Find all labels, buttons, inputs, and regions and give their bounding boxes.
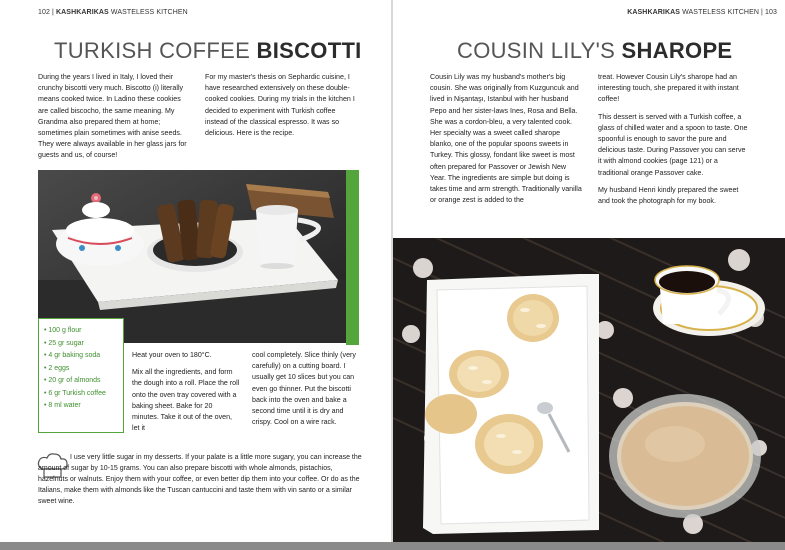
section-title: WASTELESS KITCHEN (682, 9, 759, 16)
story-paragraph: This dessert is served with a Turkish coffee, a glass of chilled water and a spoon to taste. One spoonful is enough to savor the pure and delicious taste. During Passover you can serve it with almond cookies (page 121) or a traditional orange Passover cake. (598, 112, 748, 177)
method-paragraph: cool completely. Slice thinly (very carefully) on a cutting board. I usually get 10 slices but you can even go thinner. Put the biscotti back into the oven and bake a second time until it is dry and crispy. Cool on a wire rack. (252, 351, 356, 427)
method-paragraph: Heat your oven to 180°C. (132, 351, 212, 359)
ingredient-item: • 20 gr of almonds (44, 377, 101, 384)
method-column-2 (252, 350, 360, 434)
ingredient-item: • 100 g flour (44, 327, 82, 334)
left-page-header (38, 9, 188, 16)
ingredient-item: • 2 eggs (44, 364, 70, 372)
story-column-1 (430, 72, 582, 212)
title-light: TURKISH COFFEE (54, 38, 251, 63)
method-column-1 (132, 350, 240, 440)
method-paragraph: Mix all the ingredients, and form the dough into a roll. Place the roll onto the oven tray covered with a baking sheet. Bake for 20 minutes. Take it out of the oven, let it (132, 368, 240, 433)
ingredient-item: • 8 ml water (44, 402, 81, 409)
left-page (0, 0, 392, 550)
recipe-title-sharope (457, 38, 732, 64)
sharope-photo-illustration (393, 238, 785, 542)
intro-paragraph: During the years I lived in Italy, I loved their crunchy biscotti very much. Biscotto (i) literally means cooked twice. In Ladino these cookies are called biscocho, the same meaning. My Grandma also prepared them at home; sometimes plain sometimes with anise seeds. They were always available in her glass jars for guests and us, of course! (38, 73, 187, 160)
story-column-2 (598, 72, 750, 213)
intro-paragraph: For my master's thesis on Sephardic cuisine, I have researched extensively on these double-cooked cookies. During my trials in the kitchen I decided to experiment with Turkish coffee instead of the classical espresso. It was so delicious. Here is the recipe. (205, 73, 355, 138)
right-page (393, 0, 785, 550)
ingredient-item: • 25 gr sugar (44, 339, 84, 347)
story-paragraph: My husband Henri kindly prepared the sweet and took the photograph for my book. (598, 185, 739, 206)
story-paragraph: treat. However Cousin Lily's sharope had an interesting touch, she prepared it with instant coffee! (598, 73, 739, 104)
green-accent-bar (346, 170, 359, 345)
header-separator: | (761, 9, 763, 16)
section-title: WASTELESS KITCHEN (110, 9, 188, 16)
right-page-header (627, 9, 777, 16)
ingredients-box (38, 318, 124, 433)
header-separator: | (52, 9, 54, 16)
book-title: KASHKARIKAS (56, 9, 109, 16)
page-number: 102 (38, 9, 50, 16)
chef-tip-text: I use very little sugar in my desserts. If your palate is a little more sugary, you can increase the amount of sugar by 10-15 grams. You can also prepare biscotti with whole almonds, pistachios, hazelnuts or walnuts. Enjoy them with your coffee, or even better dip them into your coffee. Or do as the Italians, make them with almonds like the Tuscan cantuccini and taste them with vin santo or a similar sweet wine. (38, 454, 362, 505)
title-light: COUSIN LILY'S (457, 38, 616, 63)
ingredient-item: • 6 gr Turkish coffee (44, 389, 106, 397)
intro-column-2 (205, 72, 359, 145)
title-bold: BISCOTTI (256, 38, 362, 63)
intro-column-1 (38, 72, 192, 168)
sharope-photo (393, 238, 785, 542)
page-number: 103 (765, 9, 777, 16)
ingredient-item: • 4 gr baking soda (44, 352, 101, 359)
recipe-title-biscotti (54, 38, 362, 64)
book-title: KASHKARIKAS (627, 9, 681, 16)
story-paragraph: Cousin Lily was my husband's mother's big cousin. She was originally from Kuzguncuk and lived in Nişantaşı, Istanbul with her husband Pepo and her sister-laws Ines, Rosa and Bella. She was a cordon-bleu, a very talented cook. Her specialty was a sweet called sharope blanko, one of the popular spoons sweets in Turkey. This glossy, fondant like sweet is most often prepared for Passover or Jewish New Year. The ingredients are simple but doing is takes time and arm strength. Traditionally vanilla or orange zest is added to the (430, 73, 582, 205)
bottom-bar (0, 542, 785, 550)
title-bold: SHAROPE (621, 38, 733, 63)
ingredients-list (44, 325, 118, 413)
